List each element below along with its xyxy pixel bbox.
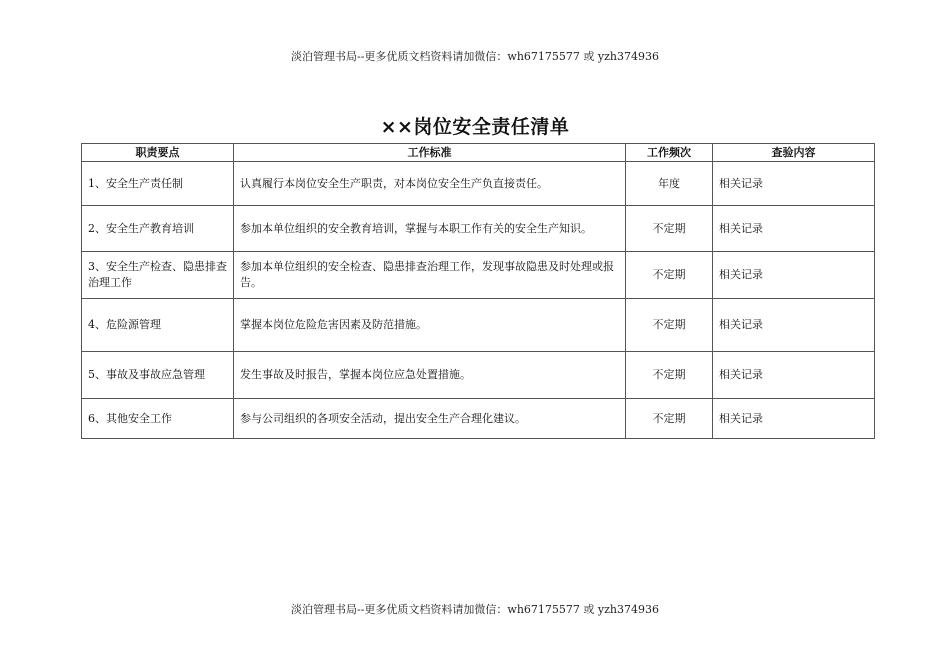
table-row	[82, 162, 875, 206]
frequency-cell: 不定期	[626, 299, 713, 352]
duty-cell: 6、其他安全工作	[82, 399, 234, 439]
duty-cell: 4、危险源管理	[82, 299, 234, 352]
standard-cell: 参加本单位组织的安全教育培训，掌握与本职工作有关的安全生产知识。	[234, 206, 626, 252]
frequency-cell: 不定期	[626, 399, 713, 439]
check-cell: 相关记录	[713, 206, 875, 252]
frequency-cell: 不定期	[626, 352, 713, 399]
standard-cell: 掌握本岗位危险危害因素及防范措施。	[234, 299, 626, 352]
table-row	[82, 399, 875, 439]
duty-cell: 3、安全生产检查、隐患排查治理工作	[82, 252, 234, 299]
duty-cell: 1、安全生产责任制	[82, 162, 234, 206]
table-row	[82, 352, 875, 399]
standard-cell: 参加本单位组织的安全检查、隐患排查治理工作，发现事故隐患及时处理或报告。	[234, 252, 626, 299]
check-cell: 相关记录	[713, 299, 875, 352]
frequency-cell: 年度	[626, 162, 713, 206]
standard-cell: 发生事故及时报告，掌握本岗位应急处置措施。	[234, 352, 626, 399]
standard-cell: 参与公司组织的各项安全活动，提出安全生产合理化建议。	[234, 399, 626, 439]
duty-cell: 2、安全生产教育培训	[82, 206, 234, 252]
check-cell: 相关记录	[713, 252, 875, 299]
table-row	[82, 206, 875, 252]
table-header-row	[82, 144, 875, 162]
check-cell: 相关记录	[713, 399, 875, 439]
check-cell: 相关记录	[713, 352, 875, 399]
page-footer: 淡泊管理书局--更多优质文档资料请加微信：wh67175577 或 yzh374936	[291, 603, 659, 616]
duty-cell: 5、事故及事故应急管理	[82, 352, 234, 399]
frequency-cell: 不定期	[626, 252, 713, 299]
column-header-frequency: 工作频次	[626, 144, 713, 162]
table-row	[82, 299, 875, 352]
check-cell: 相关记录	[713, 162, 875, 206]
table-row	[82, 252, 875, 299]
document-title: ××岗位安全责任清单	[380, 116, 570, 138]
page-header: 淡泊管理书局--更多优质文档资料请加微信：wh67175577 或 yzh374936	[291, 50, 659, 63]
column-header-check: 查验内容	[713, 144, 875, 162]
responsibility-table	[81, 143, 875, 439]
frequency-cell: 不定期	[626, 206, 713, 252]
column-header-duty: 职责要点	[82, 144, 234, 162]
standard-cell: 认真履行本岗位安全生产职责，对本岗位安全生产负直接责任。	[234, 162, 626, 206]
column-header-standard: 工作标准	[234, 144, 626, 162]
